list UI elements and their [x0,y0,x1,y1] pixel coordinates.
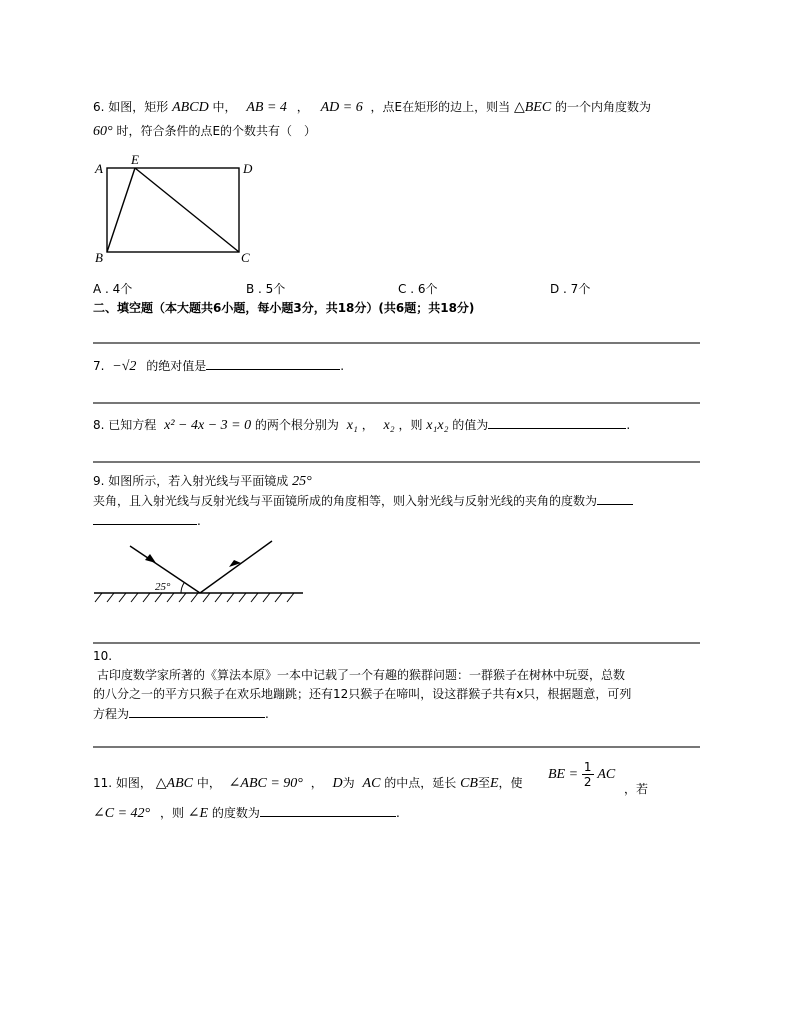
q10-number: 10. [93,649,113,663]
label-D: D [243,161,253,176]
q9-answer-blank-part2[interactable] [93,512,197,525]
q6-number: 6. [93,100,105,114]
label-B: B [95,250,103,265]
q9-line3: . [93,512,201,528]
q11-line1: 11. 如图， △ABC 中， ∠ABC = 90° ， D为 AC 的中点，延长 CB至E，使 [93,776,523,791]
label-C: C [241,250,250,265]
q9-answer-blank-part1[interactable] [597,492,633,505]
q11-answer-blank[interactable] [260,804,396,817]
q11-formula: BE = $\frac{1}{2}$ AC [548,760,616,789]
divider [93,342,700,344]
q9-number: 9. [93,474,105,488]
q9-line1: 9. 如图所示，若入射光线与平面镜成 25° [93,474,312,489]
q7-number: 7. [93,359,105,373]
q7-line: 7. −√2 的绝对值是 . [93,359,345,374]
divider [93,461,700,463]
divider [93,642,700,644]
rectangle-figure [92,152,262,267]
q6-option-a[interactable]: A . 4个 [93,282,133,296]
q11-number: 11. [93,776,113,790]
divider [93,402,700,404]
q10-answer-blank[interactable] [129,705,265,718]
q8-answer-blank[interactable] [488,416,626,429]
q10-line3: 方程为 . [93,707,269,721]
q11-if: ，若 [624,782,649,796]
q10-line1: 古印度数学家所著的《算法本原》一本中记载了一个有趣的猴群问题：一群猴子在树林中玩耍，总数 [97,668,626,682]
label-E: E [131,152,139,167]
angle-label: 25° [155,581,171,593]
q6-option-d[interactable]: D . 7个 [550,282,591,296]
divider [93,746,700,748]
label-A: A [95,161,103,176]
q6-line1: 6. 如图，矩形 ABCD 中， AB = 4 ， AD = 6 ，点E在矩形的边上，则当 △BEC 的一个内角度数为 [93,100,652,115]
q6-option-c[interactable]: C . 6个 [398,282,438,296]
section-heading: 二、填空题（本大题共6小题，每小题3分，共18分）(共6题；共18分) [93,301,475,315]
q6-option-b[interactable]: B . 5个 [246,282,286,296]
mirror-reflection-figure [90,536,310,608]
q8-number: 8. [93,418,105,432]
q11-line2: ∠C = 42° ，则 ∠E 的度数为 . [93,806,400,821]
q6-line2: 60° 时，符合条件的点E的个数共有（ ） [93,124,317,139]
q9-line2: 夹角，且入射光线与反射光线与平面镜所成的角度相等，则入射光线与反射光线的夹角的度数为 [93,492,633,509]
q7-answer-blank[interactable] [206,357,340,370]
q10-line2: 的八分之一的平方只猴子在欢乐地蹦跳；还有12只猴子在啼叫，设这群猴子共有x只，根据题意，可列 [93,687,632,701]
q8-line: 8. 已知方程 x² − 4x − 3 = 0 的两个根分别为 x₁ ， x₂ ，则 x₁x₂ 的值为 . [93,418,631,433]
fraction-one-half: $\frac{1}{2}$ [583,760,592,789]
